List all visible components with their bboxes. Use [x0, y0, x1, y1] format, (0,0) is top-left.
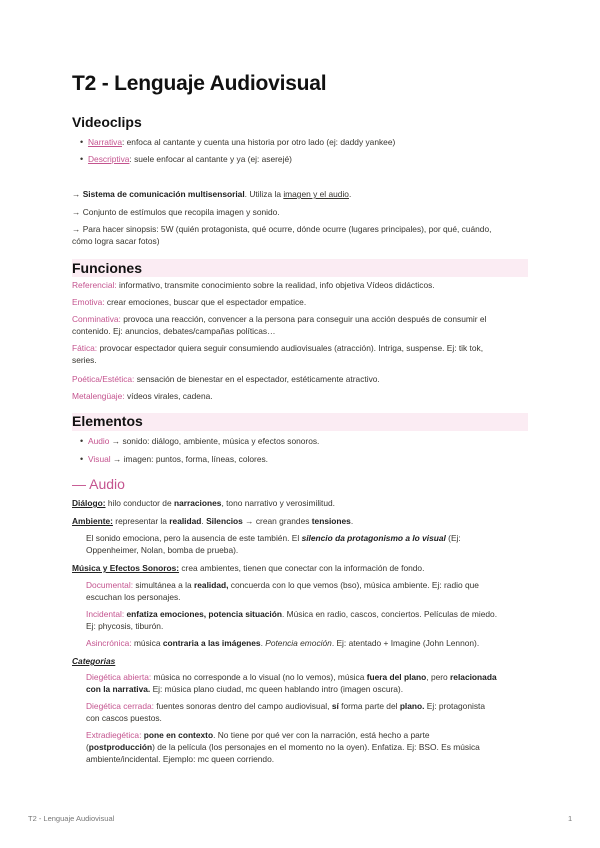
arrow-line-3b: cómo logra sacar fotos)	[72, 236, 160, 246]
text: Ej: protagonista	[424, 701, 486, 711]
term: Referencial:	[72, 280, 117, 290]
diegetica-abierta-line	[86, 671, 528, 684]
text: concuerda con lo que vemos (bso), música ambiente. Ej: radio que	[228, 580, 479, 590]
asincronica-line	[86, 637, 528, 650]
page-title: T2 - Lenguaje Audiovisual	[72, 72, 327, 95]
heading-audio: — Audio	[72, 476, 125, 492]
categorias-label	[72, 655, 528, 668]
funcion-referencial	[72, 279, 528, 292]
bold-text: realidad,	[194, 580, 229, 590]
bold-text: enfatiza emociones, potencia situación	[124, 609, 282, 619]
funcion-emotiva	[72, 296, 528, 309]
text: (	[86, 742, 89, 752]
documental-line-cont: escuchan los personajes.	[86, 592, 181, 602]
diegetica-abierta-cont	[86, 683, 528, 696]
term: Documental:	[86, 580, 134, 590]
text: forma parte del	[338, 701, 400, 711]
text: ) de la película (los personajes en el momento no la oyen). Enfatiza. Ej: BSO. Es música	[152, 742, 480, 752]
term: Emotiva:	[72, 297, 105, 307]
term: Incidental:	[86, 609, 125, 619]
bold-text: fuera del plano	[366, 672, 427, 682]
list-item	[88, 153, 528, 166]
heading-videoclips: Videoclips	[72, 114, 142, 130]
list-item	[88, 435, 528, 448]
funcion-conminativa	[72, 313, 528, 326]
text: (Ej:	[445, 533, 461, 543]
term: Diegética abierta:	[86, 672, 152, 682]
term: Asincrónica:	[86, 638, 132, 648]
item-text: : suele enfocar al cantante y ya (ej: aserejé)	[129, 154, 292, 164]
arrow-line-3a: → Para hacer sinopsis: 5W (quién protagonista, qué ocurre, dónde ocurre (lugares principales), por qué, cuándo,	[72, 224, 492, 234]
text: representar la	[112, 516, 170, 526]
term-audio: Audio	[88, 436, 110, 446]
text: .	[348, 189, 352, 199]
bold-text: relacionada	[450, 672, 497, 682]
label: Diálogo:	[72, 498, 106, 508]
silencio-line	[86, 532, 528, 545]
text: vídeos virales, cadena.	[124, 391, 213, 401]
bold-text: plano.	[399, 701, 425, 711]
text: El sonido emociona, pero la ausencia de este también. El	[86, 533, 302, 543]
footer-title: T2 - Lenguaje Audiovisual	[28, 814, 115, 823]
diegetica-cerrada-cont: con cascos puestos.	[86, 713, 162, 723]
bold-italic-text: silencio da protagonismo a lo visual	[301, 533, 446, 543]
incidental-line-cont: Ej: phycosis, tiburón.	[86, 621, 164, 631]
list-item	[88, 136, 528, 149]
term: Extradiegética:	[86, 730, 142, 740]
item-text: : enfoca al cantante y cuenta una historia por otro lado (ej: daddy yankee)	[121, 137, 396, 147]
bullet-dot: •	[80, 436, 84, 446]
incidental-line	[86, 608, 528, 621]
italic-text: Potencia emoción	[265, 638, 332, 648]
label: Ambiente:	[72, 516, 113, 526]
text: sensación de bienestar en el espectador, estéticamente atractivo.	[134, 374, 380, 384]
footer-page-number: 1	[568, 814, 573, 823]
text: → imagen: puntos, forma, líneas, colores.	[110, 454, 269, 464]
dialogo-line	[72, 497, 528, 510]
bullet-dot: •	[80, 454, 84, 464]
list-item	[88, 453, 528, 466]
funcion-metalenguaje	[72, 390, 528, 403]
text: .	[201, 516, 207, 526]
term-narrativa: Narrativa	[88, 137, 122, 147]
text: música no corresponde a lo visual (no lo vemos), música	[151, 672, 367, 682]
text: informativo, transmite conocimiento sobre la realidad, info objetiva Vídeos didácticos.	[116, 280, 435, 290]
text: .	[350, 516, 354, 526]
text: → sonido: diálogo, ambiente, música y efectos sonoros.	[109, 436, 320, 446]
extradiegetica-cont-2: ambiente/incidental. Ejemplo: mc queen corriendo.	[86, 754, 275, 764]
bold-text: pone en contexto	[141, 730, 214, 740]
heading-funciones: Funciones	[72, 259, 528, 277]
underlined-text: imagen y el audio	[283, 189, 349, 199]
term: Fática:	[72, 343, 98, 353]
bold-text: postproducción	[88, 742, 153, 752]
text: música	[131, 638, 163, 648]
text: . Ej: atentado + Imagine (John Lennon).	[331, 638, 480, 648]
text: hilo conductor de	[105, 498, 174, 508]
text: . No tiene por qué ver con la narración, está hecho a parte	[213, 730, 430, 740]
funcion-poetica	[72, 373, 528, 386]
bold-italic-underlined: Categorias	[72, 656, 116, 666]
bullet-dot: •	[80, 137, 84, 147]
label: Música y Efectos Sonoros:	[72, 563, 180, 573]
bold-text: contraria a las imágenes	[162, 638, 261, 648]
text: . Música en radio, cascos, conciertos. Películas de miedo.	[281, 609, 498, 619]
heading-elementos: Elementos	[72, 413, 143, 429]
text: , pero	[426, 672, 451, 682]
text: . Utiliza la	[244, 189, 284, 199]
extradiegetica-cont-1	[86, 741, 528, 754]
bold-text: narraciones	[173, 498, 222, 508]
text: .	[260, 638, 266, 648]
bullet-dot: •	[80, 154, 84, 164]
bold-text: Silencios	[206, 516, 243, 526]
funcion-fatica-cont: series.	[72, 355, 97, 365]
musica-line	[72, 562, 528, 575]
text: crea ambientes, tienen que conectar con la información de fondo.	[179, 563, 425, 573]
arrow-line-1	[72, 188, 528, 201]
text: provoca una reacción, convencer a la persona para conseguir una acción después de consumir el	[120, 314, 487, 324]
term: Metalengüaje:	[72, 391, 125, 401]
bold-text: realidad	[169, 516, 202, 526]
text: Ej: música plano ciudad, mc queen hablando intro (imagen oscura).	[150, 684, 404, 694]
term: Poética/Estética:	[72, 374, 135, 384]
text: simultánea a la	[133, 580, 195, 590]
arrow-prefix: →	[72, 189, 83, 199]
diegetica-cerrada-line	[86, 700, 528, 713]
funcion-fatica	[72, 342, 528, 355]
ambiente-line	[72, 515, 528, 528]
extradiegetica-line	[86, 729, 528, 742]
bold-text: sí	[331, 701, 339, 711]
documental-line	[86, 579, 528, 592]
term-visual: Visual	[88, 454, 111, 464]
term: Conminativa:	[72, 314, 121, 324]
arrow-line-2: → Conjunto de estímulos que recopila imagen y sonido.	[72, 207, 280, 217]
term: Diegética cerrada:	[86, 701, 154, 711]
text: provocar espectador quiera seguir consumiendo audiovisuales (atracción). Intriga, suspense. Ej: tik tok,	[97, 343, 484, 353]
term-descriptiva: Descriptiva	[88, 154, 130, 164]
text: → crean grandes	[242, 516, 312, 526]
text: , tono narrativo y verosimilitud.	[221, 498, 336, 508]
text: crear emociones, buscar que el espectador empatice.	[104, 297, 307, 307]
bold-text: tensiones	[311, 516, 351, 526]
funcion-conminativa-cont: contenido. Ej: anuncios, debates/campañas políticas…	[72, 326, 276, 336]
text: fuentes sonoras dentro del campo audiovisual,	[153, 701, 332, 711]
silencio-line-cont: Oppenheimer, Nolan, bomba de prueba).	[86, 545, 239, 555]
bold-text: Sistema de comunicación multisensorial	[82, 189, 245, 199]
bold-text: con la narrativa.	[86, 684, 151, 694]
